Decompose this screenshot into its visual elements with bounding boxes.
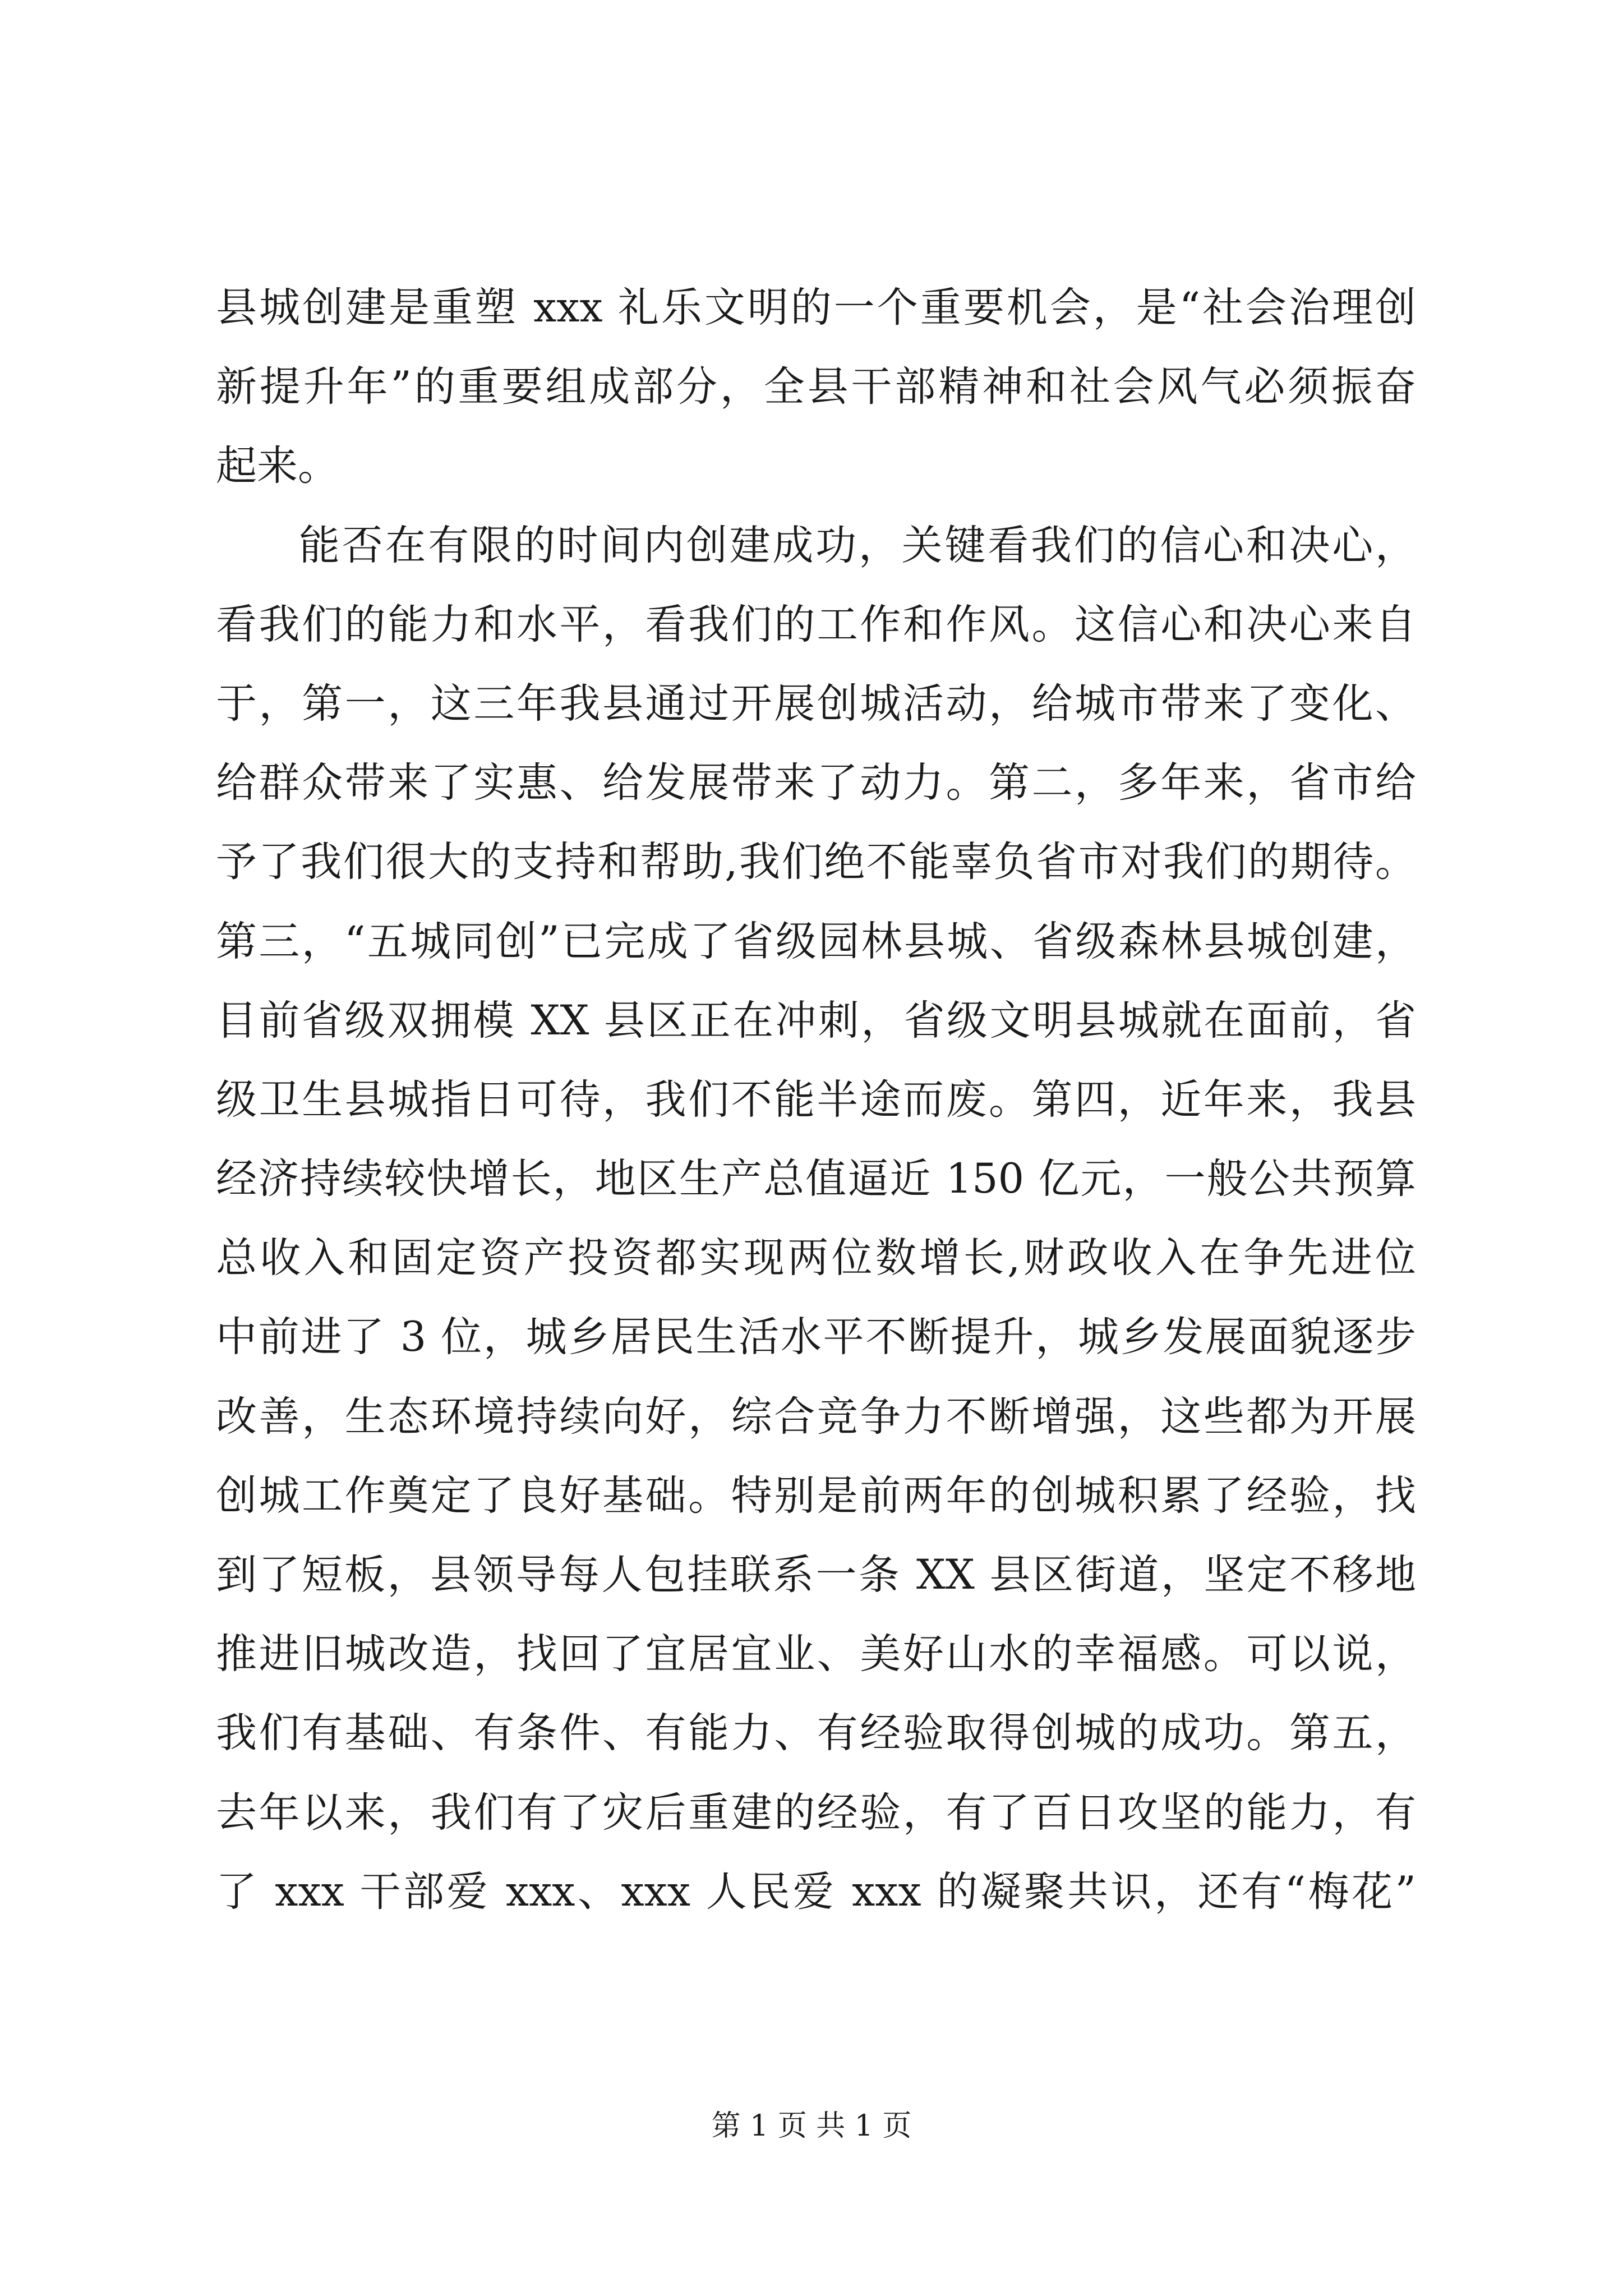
text-line: 看我们的能力和水平，看我们的工作和作风。这信心和决心来自 (216, 600, 1416, 648)
text-line: 给群众带来了实惠、给发展带来了动力。第二，多年来，省市给 (216, 759, 1416, 807)
text-line: 到了短板，县领导每人包挂联系一条 XX 县区街道，坚定不移地 (216, 1551, 1416, 1599)
text-line: 了 xxx 干部爱 xxx、xxx 人民爱 xxx 的凝聚共识，还有“梅花” (216, 1867, 1416, 1916)
text-line: 创城工作奠定了良好基础。特别是前两年的创城积累了经验，找 (216, 1471, 1416, 1520)
text-line: 我们有基础、有条件、有能力、有经验取得创城的成功。第五， (216, 1709, 1416, 1757)
text-line: 推进旧城改造，找回了宜居宜业、美好山水的幸福感。可以说， (216, 1630, 1416, 1678)
text-line: 县城创建是重塑 xxx 礼乐文明的一个重要机会，是“社会治理创 (216, 284, 1416, 332)
text-line: 予了我们很大的支持和帮助,我们绝不能辜负省市对我们的期待。 (216, 838, 1416, 886)
text-line: 总收入和固定资产投资都实现两位数增长,财政收入在争先进位 (216, 1234, 1416, 1282)
text-line: 中前进了 3 位，城乡居民生活水平不断提升，城乡发展面貌逐步 (216, 1313, 1416, 1361)
text-line: 新提升年”的重要组成部分，全县干部精神和社会风气必须振奋 (216, 363, 1416, 411)
text-line: 级卫生县城指日可待，我们不能半途而废。第四，近年来，我县 (216, 1075, 1416, 1124)
paragraph-first-line: 能否在有限的时间内创建成功，关键看我们的信心和决心， (299, 521, 1416, 569)
text-line: 第三，“五城同创”已完成了省级园林县城、省级森林县城创建， (216, 917, 1416, 965)
text-line: 经济持续较快增长，地区生产总值逼近 150 亿元，一般公共预算 (216, 1155, 1416, 1203)
text-line: 去年以来，我们有了灾后重建的经验，有了百日攻坚的能力，有 (216, 1788, 1416, 1837)
text-line: 于，第一，这三年我县通过开展创城活动，给城市带来了变化、 (216, 679, 1416, 728)
document-body (216, 268, 1416, 1931)
page-number-footer: 第 1 页 共 1 页 (711, 2109, 912, 2143)
text-line: 起来。 (216, 442, 339, 490)
text-line: 改善，生态环境持续向好，综合竞争力不断增强，这些都为开展 (216, 1392, 1416, 1441)
text-line: 目前省级双拥模 XX 县区正在冲刺，省级文明县城就在面前，省 (216, 996, 1416, 1045)
